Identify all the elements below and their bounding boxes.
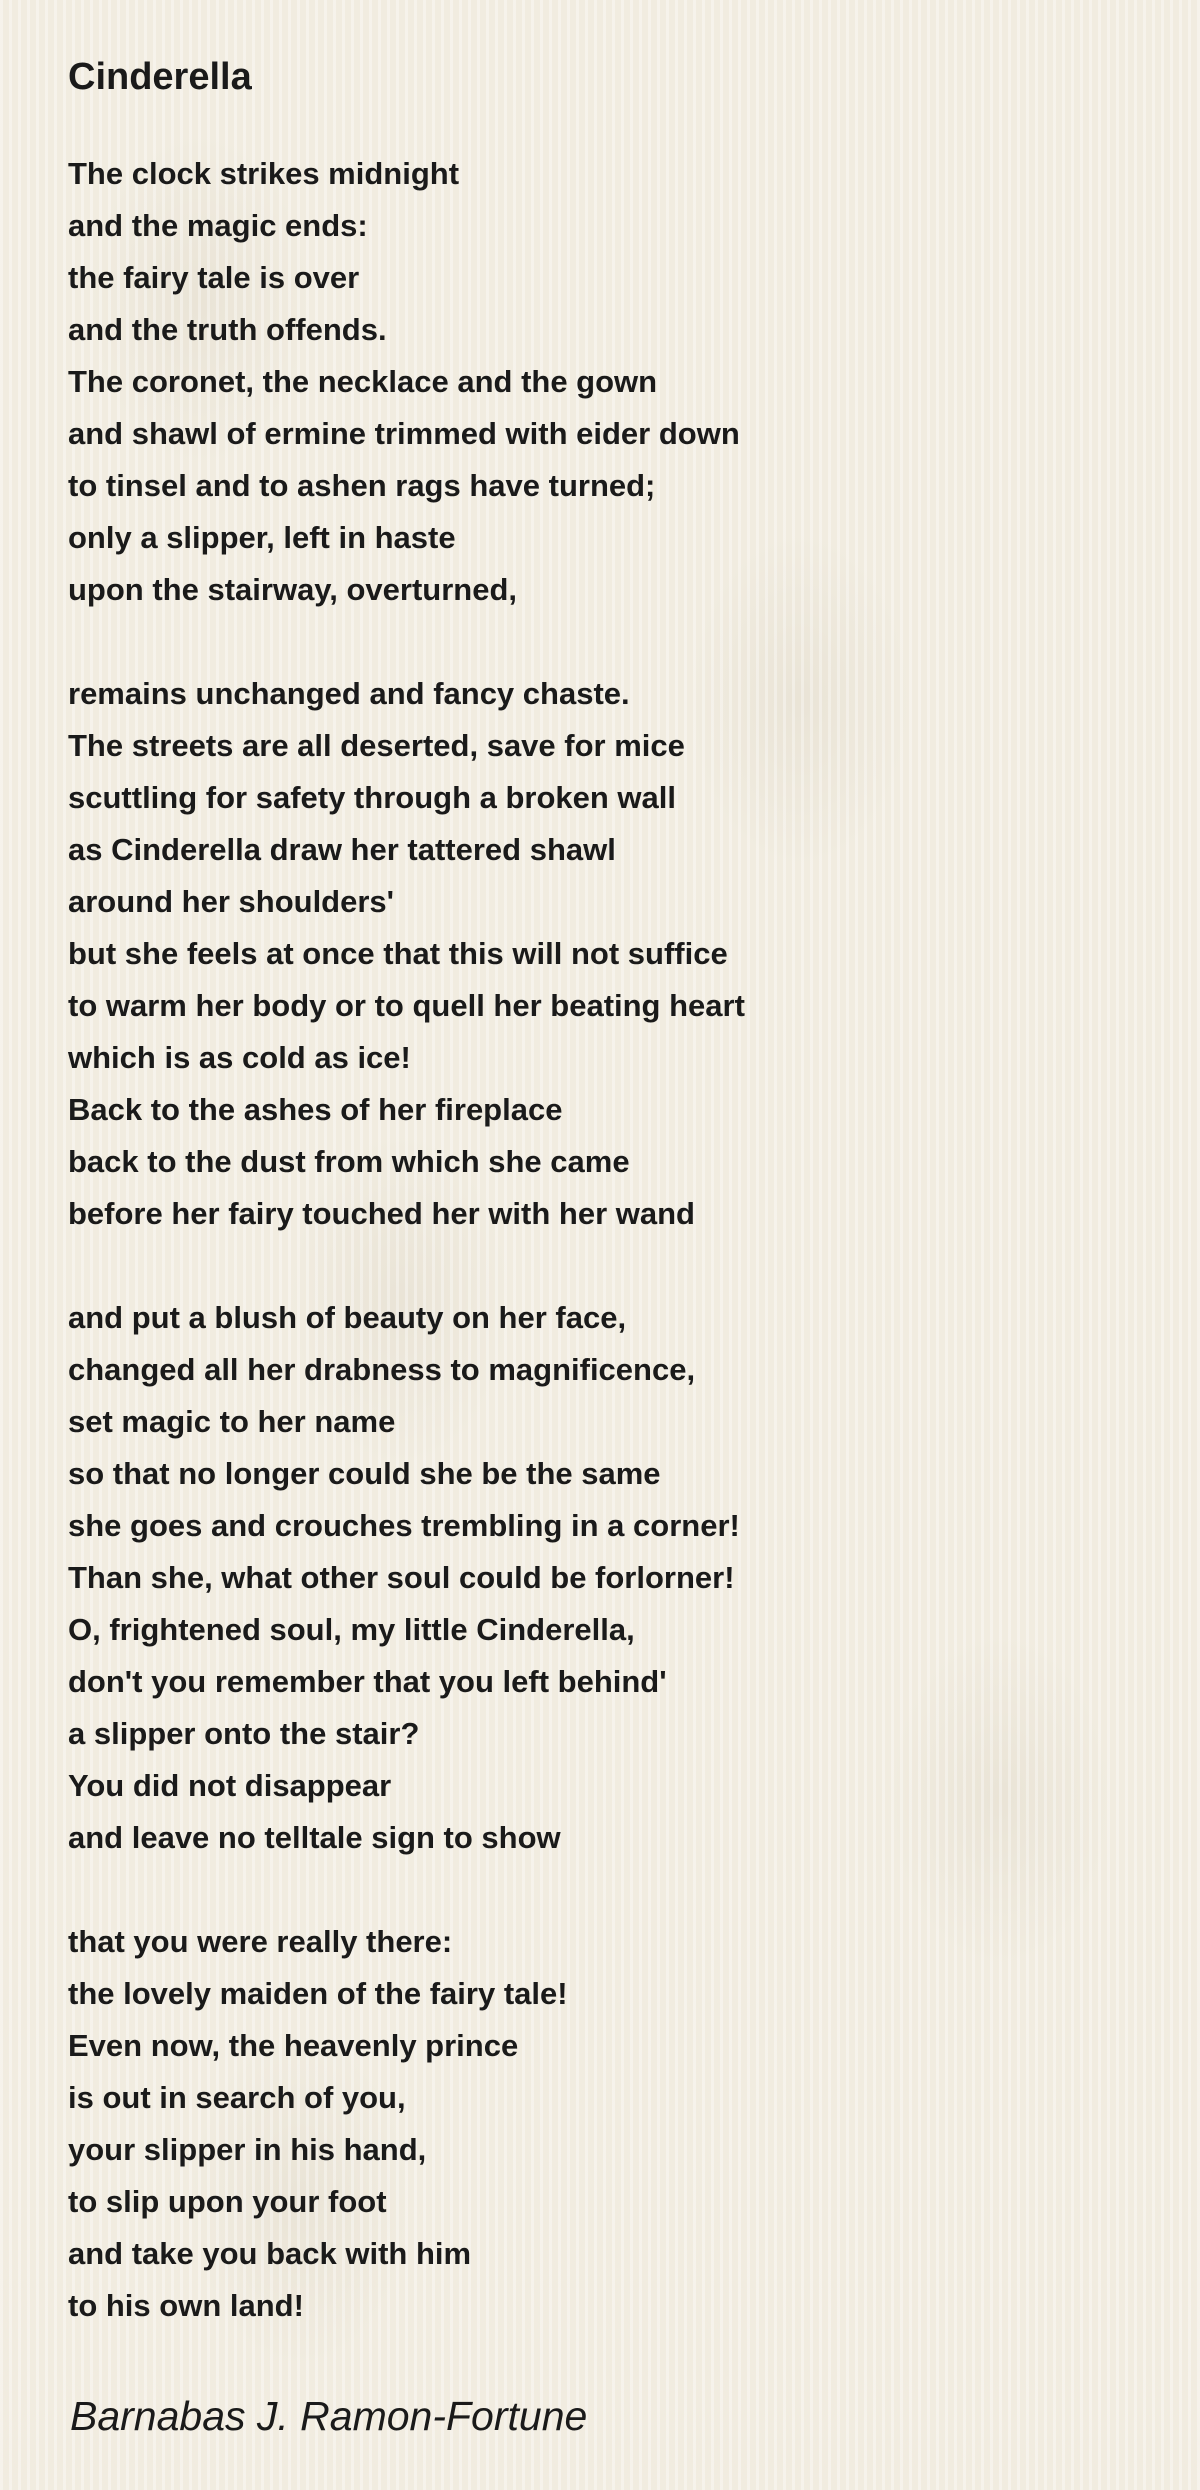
poem-body <box>68 148 745 2384</box>
poem-line: the fairy tale is over <box>68 260 360 295</box>
poem-line: to warm her body or to quell her beating heart <box>68 988 745 1023</box>
poem-line: which is as cold as ice! <box>68 1040 411 1075</box>
poem-line: to tinsel and to ashen rags have turned; <box>68 468 656 503</box>
stanza-4 <box>68 1916 745 2332</box>
poem-line: The coronet, the necklace and the gown <box>68 364 658 399</box>
poem-line: You did not disappear <box>68 1768 392 1803</box>
poem-line: is out in search of you, <box>68 2080 406 2115</box>
poem-line: Than she, what other soul could be forlorner! <box>68 1560 735 1595</box>
stanza-3 <box>68 1292 745 1864</box>
poem-line: to his own land! <box>68 2288 304 2323</box>
poem-line: and shawl of ermine trimmed with eider down <box>68 416 740 451</box>
poem-title: Cinderella <box>68 56 252 98</box>
poem-line: to slip upon your foot <box>68 2184 387 2219</box>
poem-line: the lovely maiden of the fairy tale! <box>68 1976 568 2011</box>
poem-line: and the truth offends. <box>68 312 387 347</box>
poem-line: back to the dust from which she came <box>68 1144 630 1179</box>
poem-line: The clock strikes midnight <box>68 156 460 191</box>
poem-line: but she feels at once that this will not suffice <box>68 936 728 971</box>
poem-line: and the magic ends: <box>68 208 368 243</box>
stanza-1 <box>68 148 745 616</box>
poem-line: and put a blush of beauty on her face, <box>68 1300 627 1335</box>
poem-line: scuttling for safety through a broken wall <box>68 780 677 815</box>
poem-line: she goes and crouches trembling in a corner! <box>68 1508 740 1543</box>
poem-line: Back to the ashes of her fireplace <box>68 1092 563 1127</box>
poem-line: your slipper in his hand, <box>68 2132 427 2167</box>
poem-line: The streets are all deserted, save for mice <box>68 728 685 763</box>
poem-line: that you were really there: <box>68 1924 453 1959</box>
poem-author: Barnabas J. Ramon-Fortune <box>70 2393 588 2439</box>
poem-line: don't you remember that you left behind' <box>68 1664 667 1699</box>
poem-line: changed all her drabness to magnificence, <box>68 1352 696 1387</box>
poem-line: before her fairy touched her with her wand <box>68 1196 695 1231</box>
poem-line: so that no longer could she be the same <box>68 1456 661 1491</box>
poem-line: upon the stairway, overturned, <box>68 572 518 607</box>
poem-line: Even now, the heavenly prince <box>68 2028 519 2063</box>
poem-line: O, frightened soul, my little Cinderella, <box>68 1612 635 1647</box>
stanza-2 <box>68 668 745 1240</box>
poem-line: only a slipper, left in haste <box>68 520 456 555</box>
poem-line: around her shoulders' <box>68 884 395 919</box>
poem-line: set magic to her name <box>68 1404 396 1439</box>
poem-line: as Cinderella draw her tattered shawl <box>68 832 616 867</box>
poem-line: a slipper onto the stair? <box>68 1716 420 1751</box>
poem-line: remains unchanged and fancy chaste. <box>68 676 630 711</box>
poem-line: and take you back with him <box>68 2236 472 2271</box>
poem-line: and leave no telltale sign to show <box>68 1820 561 1855</box>
